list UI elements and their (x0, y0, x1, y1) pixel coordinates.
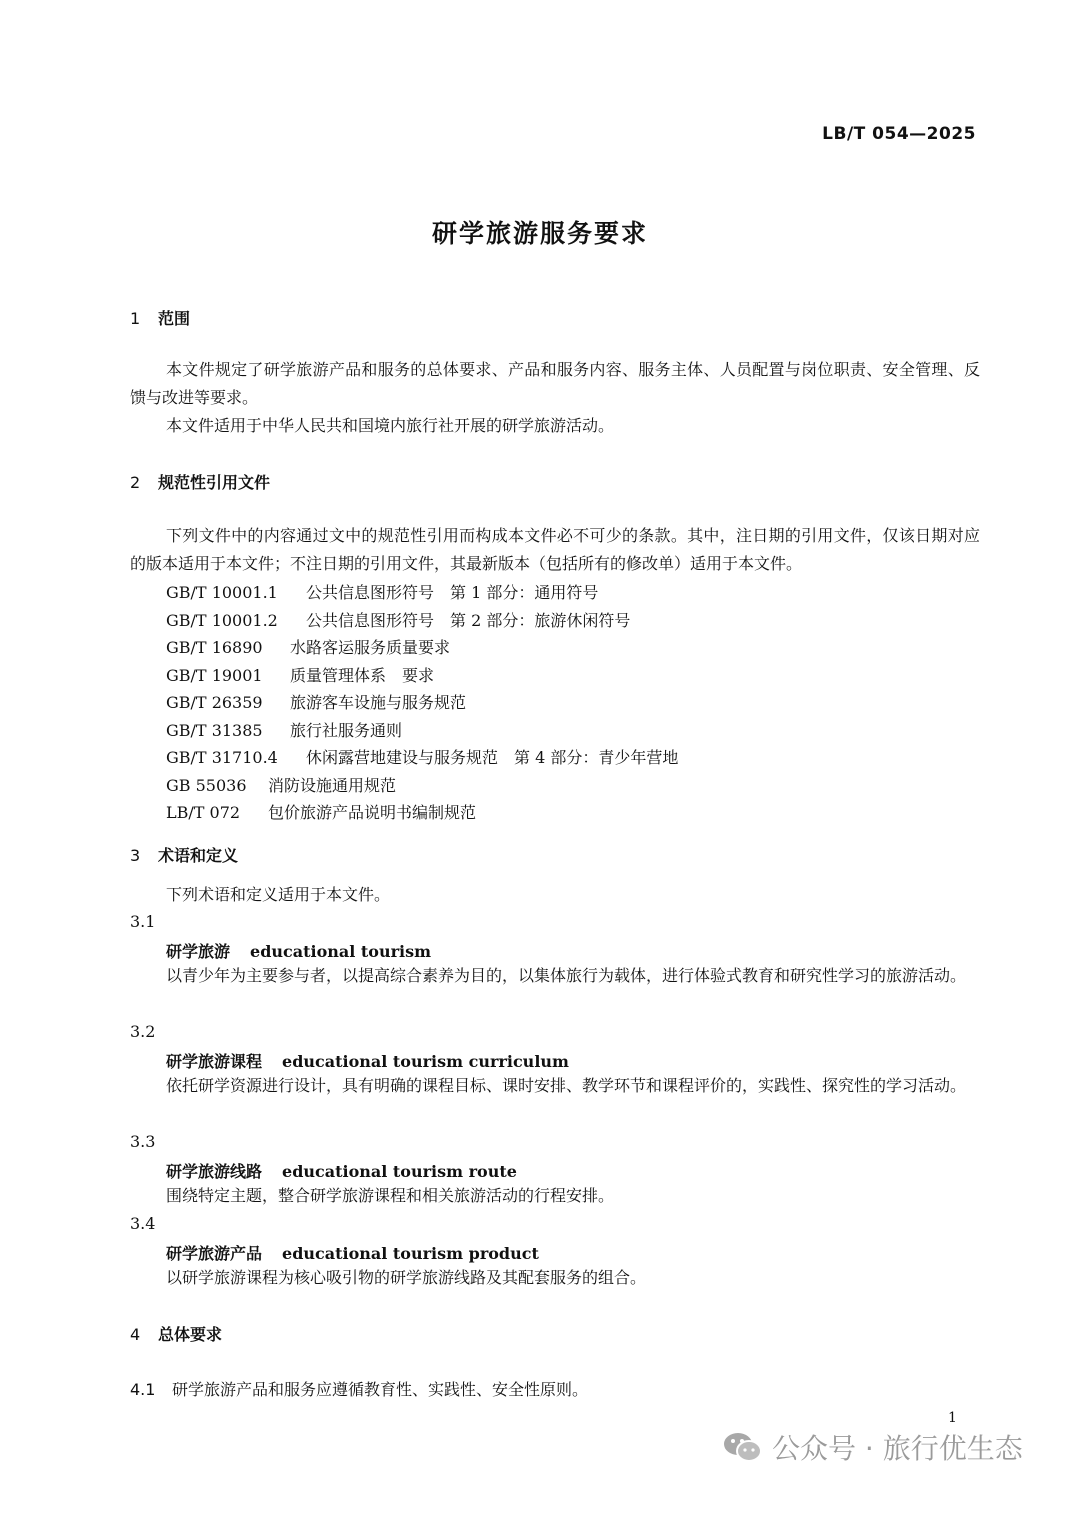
term-heading (166, 1159, 517, 1182)
document-title: 研学旅游服务要求 (431, 219, 648, 248)
section-3-intro: 下列术语和定义适用于本文件。 (166, 885, 391, 904)
reference-code: GB 55036 (166, 776, 247, 795)
term-heading (166, 1241, 539, 1264)
term-en: educational tourism curriculum (282, 1052, 569, 1071)
reference-item (166, 745, 678, 768)
reference-item (166, 635, 450, 658)
clause-number: 4.1 (130, 1380, 156, 1399)
reference-item (166, 580, 598, 603)
term-number: 3.4 (130, 1214, 156, 1233)
term-en: educational tourism route (282, 1162, 517, 1181)
term-zh: 研学旅游线路 (166, 1162, 263, 1181)
section-number: 2 (130, 473, 141, 492)
reference-title: 质量管理体系 要求 (290, 666, 435, 685)
term-zh: 研学旅游产品 (166, 1244, 263, 1263)
page-number: 1 (948, 1410, 957, 1426)
wechat-icon (722, 1429, 764, 1465)
section-1-paragraph-1: 本文件规定了研学旅游产品和服务的总体要求、产品和服务内容、服务主体、人员配置与岗位职责、安全管理、反馈与改进等要求。 (130, 360, 980, 407)
section-1-paragraph-2: 本文件适用于中华人民共和国境内旅行社开展的研学旅游活动。 (166, 416, 615, 435)
reference-item (166, 608, 630, 631)
term-definition: 依托研学资源进行设计，具有明确的课程目标、课时安排、教学环节和课程评价的，实践性、探究性的学习活动。 (166, 1076, 967, 1095)
clause-text: 研学旅游产品和服务应遵循教育性、实践性、安全性原则。 (172, 1380, 589, 1399)
section-1-heading (130, 306, 190, 329)
section-number: 4 (130, 1325, 141, 1344)
section-2-heading (130, 470, 270, 493)
term-zh: 研学旅游课程 (166, 1052, 263, 1071)
term-definition: 以青少年为主要参与者，以提高综合素养为目的，以集体旅行为载体，进行体验式教育和研究性学习的旅游活动。 (166, 966, 967, 985)
section-3-heading (130, 843, 238, 866)
term-number: 3.2 (130, 1022, 156, 1041)
reference-title: 消防设施通用规范 (268, 776, 397, 795)
term-number: 3.1 (130, 912, 156, 931)
section-title: 总体要求 (158, 1325, 223, 1344)
reference-code: GB/T 10001.2 (166, 611, 278, 630)
reference-title: 休闲露营地建设与服务规范 第 4 部分：青少年营地 (306, 748, 679, 767)
reference-title: 水路客运服务质量要求 (290, 638, 451, 657)
term-heading (166, 939, 431, 962)
reference-code: LB/T 072 (166, 803, 241, 822)
reference-item (166, 718, 402, 741)
clause-4-1 (130, 1377, 588, 1400)
watermark-text: 公众号 · 旅行优生态 (772, 1432, 1023, 1465)
reference-code: GB/T 16890 (166, 638, 263, 657)
reference-title: 公共信息图形符号 第 2 部分：旅游休闲符号 (306, 611, 631, 630)
term-en: educational tourism (250, 942, 432, 961)
term-zh: 研学旅游 (166, 942, 231, 961)
reference-item (166, 800, 476, 823)
section-number: 1 (130, 309, 141, 328)
reference-title: 旅游客车设施与服务规范 (290, 693, 467, 712)
reference-code: GB/T 31385 (166, 721, 263, 740)
term-heading (166, 1049, 569, 1072)
term-en: educational tourism product (282, 1244, 539, 1263)
reference-item (166, 663, 434, 686)
section-title: 范围 (158, 309, 191, 328)
standard-code: LB/T 054—2025 (822, 124, 976, 144)
section-title: 术语和定义 (158, 846, 239, 865)
reference-item (166, 773, 396, 796)
section-4-heading (130, 1322, 222, 1345)
reference-item (166, 690, 466, 713)
section-2-intro: 下列文件中的内容通过文中的规范性引用而构成本文件必不可少的条款。其中，注日期的引用文件，仅该日期对应的版本适用于本文件；不注日期的引用文件，其最新版本（包括所有的修改单）适用于本文件。 (130, 526, 980, 573)
reference-code: GB/T 31710.4 (166, 748, 278, 767)
section-number: 3 (130, 846, 141, 865)
section-title: 规范性引用文件 (158, 473, 271, 492)
reference-code: GB/T 19001 (166, 666, 263, 685)
watermark (722, 1425, 1023, 1469)
reference-title: 包价旅游产品说明书编制规范 (268, 803, 477, 822)
reference-title: 旅行社服务通则 (290, 721, 403, 740)
reference-title: 公共信息图形符号 第 1 部分：通用符号 (306, 583, 599, 602)
term-number: 3.3 (130, 1132, 156, 1151)
term-definition: 以研学旅游课程为核心吸引物的研学旅游线路及其配套服务的组合。 (166, 1268, 647, 1287)
reference-code: GB/T 10001.1 (166, 583, 278, 602)
reference-code: GB/T 26359 (166, 693, 263, 712)
term-definition: 围绕特定主题，整合研学旅游课程和相关旅游活动的行程安排。 (166, 1186, 615, 1205)
